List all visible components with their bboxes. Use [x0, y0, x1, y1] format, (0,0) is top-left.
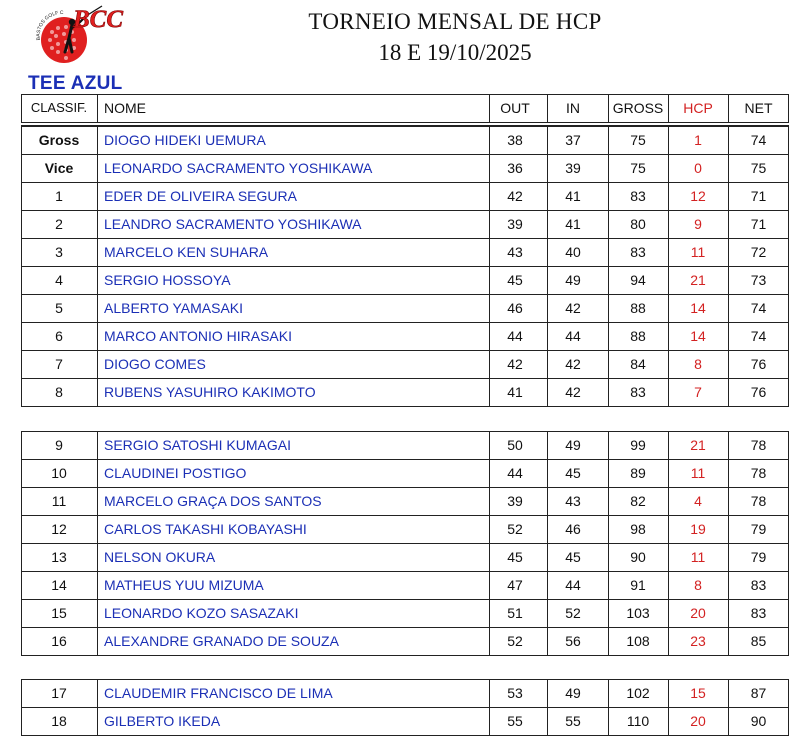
cell-nome: EDER DE OLIVEIRA SEGURA	[104, 188, 297, 204]
row-divider	[21, 627, 789, 628]
cell-in: 41	[565, 216, 581, 232]
cell-gross: 91	[630, 577, 646, 593]
cell-classif: 17	[51, 685, 67, 701]
cell-classif: 11	[51, 493, 67, 509]
header-frame	[21, 94, 789, 123]
cell-nome: LEONARDO SACRAMENTO YOSHIKAWA	[104, 160, 373, 176]
cell-in: 49	[565, 685, 581, 701]
cell-out: 47	[507, 577, 523, 593]
cell-in: 42	[565, 356, 581, 372]
cell-gross: 102	[626, 685, 650, 701]
row-divider	[21, 210, 789, 211]
cell-net: 73	[750, 272, 767, 288]
cell-out: 45	[507, 549, 523, 565]
cell-in: 42	[565, 384, 581, 400]
table-row	[21, 679, 789, 707]
table-row	[21, 210, 789, 238]
cell-out: 41	[507, 384, 523, 400]
row-divider	[21, 459, 789, 460]
column-divider	[668, 94, 669, 123]
cell-classif: 15	[51, 605, 67, 621]
cell-in: 40	[565, 244, 581, 260]
cell-net: 85	[750, 633, 767, 649]
cell-classif: 1	[55, 188, 63, 204]
cell-hcp: 1	[694, 132, 702, 148]
cell-classif: 6	[55, 328, 63, 344]
cell-out: 51	[507, 605, 523, 621]
cell-gross: 108	[626, 633, 650, 649]
row-divider	[21, 515, 789, 516]
cell-classif: 10	[51, 465, 67, 481]
cell-net: 87	[750, 685, 767, 701]
table-row	[21, 599, 789, 627]
cell-net: 74	[750, 132, 767, 148]
cell-net: 90	[750, 713, 767, 729]
row-divider	[21, 266, 789, 267]
col-classif-header: CLASSIF.	[30, 100, 88, 115]
cell-nome: ALBERTO YAMASAKI	[104, 300, 244, 316]
row-divider	[21, 350, 789, 351]
cell-gross: 83	[630, 188, 646, 204]
cell-gross: 82	[630, 493, 646, 509]
cell-hcp: 19	[690, 521, 706, 537]
col-out-header: OUT	[500, 100, 530, 116]
cell-classif: 14	[51, 577, 67, 593]
table-row	[21, 154, 789, 182]
cell-net: 83	[750, 577, 767, 593]
row-divider	[21, 182, 789, 183]
cell-net: 78	[750, 493, 767, 509]
column-divider	[489, 94, 490, 123]
column-divider	[608, 94, 609, 123]
cell-gross: 103	[626, 605, 650, 621]
cell-hcp: 8	[694, 356, 702, 372]
cell-nome: DIOGO HIDEKI UEMURA	[104, 132, 266, 148]
cell-gross: 88	[630, 328, 646, 344]
cell-in: 41	[565, 188, 581, 204]
row-divider	[21, 378, 789, 379]
cell-net: 79	[750, 521, 767, 537]
tee-label: TEE AZUL	[28, 73, 123, 94]
cell-in: 43	[565, 493, 581, 509]
table-row	[21, 487, 789, 515]
cell-in: 46	[565, 521, 581, 537]
cell-in: 45	[565, 465, 581, 481]
table-row	[21, 182, 789, 210]
cell-in: 42	[565, 300, 581, 316]
cell-gross: 110	[626, 713, 650, 729]
cell-out: 52	[507, 521, 523, 537]
cell-hcp: 20	[690, 605, 706, 621]
cell-hcp: 20	[690, 713, 706, 729]
cell-nome: MARCELO GRAÇA DOS SANTOS	[104, 493, 322, 509]
row-divider	[21, 294, 789, 295]
cell-gross: 94	[630, 272, 646, 288]
cell-classif: 16	[51, 633, 67, 649]
cell-out: 39	[507, 493, 523, 509]
table-row	[21, 266, 789, 294]
table-row	[21, 322, 789, 350]
cell-classif: 18	[51, 713, 67, 729]
cell-nome: LEONARDO KOZO SASAZAKI	[104, 605, 299, 621]
cell-hcp: 11	[690, 549, 706, 565]
page-title: TORNEIO MENSAL DE HCP	[308, 9, 602, 34]
cell-out: 46	[507, 300, 523, 316]
cell-net: 79	[750, 549, 767, 565]
cell-gross: 75	[630, 132, 646, 148]
cell-nome: ALEXANDRE GRANADO DE SOUZA	[104, 633, 339, 649]
col-net-header: NET	[744, 100, 773, 116]
cell-out: 45	[507, 272, 523, 288]
cell-classif: 8	[55, 384, 63, 400]
cell-gross: 83	[630, 384, 646, 400]
column-divider	[97, 94, 98, 123]
cell-in: 52	[565, 605, 581, 621]
col-hcp-header: HCP	[683, 100, 713, 116]
cell-hcp: 7	[694, 384, 702, 400]
cell-gross: 90	[630, 549, 646, 565]
table-row	[21, 707, 789, 735]
table-row	[21, 294, 789, 322]
cell-hcp: 15	[690, 685, 706, 701]
cell-gross: 99	[630, 437, 646, 453]
table-row	[21, 459, 789, 487]
cell-net: 71	[750, 188, 767, 204]
cell-classif: 3	[55, 244, 63, 260]
cell-hcp: 23	[690, 633, 706, 649]
row-divider	[21, 238, 789, 239]
cell-gross: 83	[630, 244, 646, 260]
cell-nome: MARCELO KEN SUHARA	[104, 244, 269, 260]
cell-hcp: 11	[690, 465, 706, 481]
table-row	[21, 126, 789, 154]
table-row	[21, 543, 789, 571]
cell-out: 42	[507, 356, 523, 372]
row-divider	[21, 322, 789, 323]
cell-out: 55	[507, 713, 523, 729]
cell-net: 76	[750, 384, 767, 400]
cell-gross: 88	[630, 300, 646, 316]
cell-nome: CLAUDEMIR FRANCISCO DE LIMA	[104, 685, 333, 701]
cell-net: 76	[750, 356, 767, 372]
cell-nome: CARLOS TAKASHI KOBAYASHI	[104, 521, 307, 537]
table-row	[21, 627, 789, 655]
logo-text: BCC	[73, 6, 124, 33]
cell-nome: MARCO ANTONIO HIRASAKI	[104, 328, 292, 344]
cell-nome: GILBERTO IKEDA	[104, 713, 221, 729]
cell-hcp: 0	[694, 160, 702, 176]
table-row	[21, 515, 789, 543]
cell-in: 37	[565, 132, 581, 148]
cell-nome: RUBENS YASUHIRO KAKIMOTO	[104, 384, 316, 400]
cell-in: 45	[565, 549, 581, 565]
col-in-header: IN	[566, 100, 580, 116]
cell-out: 39	[507, 216, 523, 232]
cell-out: 44	[507, 328, 523, 344]
cell-hcp: 4	[694, 493, 702, 509]
cell-classif: 4	[55, 272, 63, 288]
cell-net: 75	[750, 160, 767, 176]
cell-gross: 75	[630, 160, 646, 176]
cell-classif: 7	[55, 356, 63, 372]
cell-in: 49	[565, 437, 581, 453]
page-subtitle: 18 E 19/10/2025	[378, 40, 532, 65]
cell-net: 74	[750, 300, 767, 316]
cell-hcp: 8	[694, 577, 702, 593]
cell-net: 78	[750, 437, 767, 453]
cell-hcp: 21	[690, 272, 706, 288]
row-divider	[21, 707, 789, 708]
table-row	[21, 431, 789, 459]
cell-hcp: 9	[694, 216, 702, 232]
row-divider	[21, 487, 789, 488]
cell-net: 74	[750, 328, 767, 344]
table-row	[21, 350, 789, 378]
cell-in: 56	[565, 633, 581, 649]
row-divider	[21, 543, 789, 544]
cell-hcp: 14	[690, 300, 706, 316]
cell-nome: CLAUDINEI POSTIGO	[104, 465, 247, 481]
cell-out: 50	[507, 437, 523, 453]
cell-out: 36	[507, 160, 523, 176]
cell-hcp: 12	[690, 188, 706, 204]
cell-out: 42	[507, 188, 523, 204]
logo-ring-text: BASTOS GOLF C	[35, 9, 64, 41]
cell-gross: 89	[630, 465, 646, 481]
cell-nome: SERGIO SATOSHI KUMAGAI	[104, 437, 291, 453]
table-row	[21, 378, 789, 406]
cell-nome: NELSON OKURA	[104, 549, 216, 565]
column-divider	[547, 94, 548, 123]
cell-out: 43	[507, 244, 523, 260]
row-divider	[21, 571, 789, 572]
cell-in: 49	[565, 272, 581, 288]
cell-net: 71	[750, 216, 767, 232]
cell-classif: Vice	[44, 160, 74, 176]
cell-hcp: 11	[690, 244, 706, 260]
cell-net: 83	[750, 605, 767, 621]
cell-hcp: 21	[690, 437, 706, 453]
cell-net: 78	[750, 465, 767, 481]
cell-gross: 80	[630, 216, 646, 232]
table-row	[21, 238, 789, 266]
col-gross-header: GROSS	[612, 100, 664, 116]
cell-in: 55	[565, 713, 581, 729]
column-divider	[728, 94, 729, 123]
cell-out: 38	[507, 132, 523, 148]
cell-in: 39	[565, 160, 581, 176]
cell-classif: 5	[55, 300, 63, 316]
cell-nome: DIOGO COMES	[104, 356, 206, 372]
row-divider	[21, 599, 789, 600]
cell-classif: 9	[55, 437, 63, 453]
cell-nome: LEANDRO SACRAMENTO YOSHIKAWA	[104, 216, 362, 232]
cell-classif: 2	[55, 216, 63, 232]
cell-out: 44	[507, 465, 523, 481]
cell-in: 44	[565, 577, 581, 593]
cell-nome: MATHEUS YUU MIZUMA	[104, 577, 264, 593]
table-row	[21, 571, 789, 599]
cell-classif: 13	[51, 549, 67, 565]
row-divider	[21, 154, 789, 155]
cell-out: 52	[507, 633, 523, 649]
cell-net: 72	[750, 244, 767, 260]
cell-classif: Gross	[38, 132, 80, 148]
col-nome-header: NOME	[104, 100, 146, 116]
cell-gross: 98	[630, 521, 646, 537]
cell-hcp: 14	[690, 328, 706, 344]
cell-out: 53	[507, 685, 523, 701]
cell-gross: 84	[630, 356, 646, 372]
cell-classif: 12	[51, 521, 67, 537]
cell-nome: SERGIO HOSSOYA	[104, 272, 231, 288]
cell-in: 44	[565, 328, 581, 344]
